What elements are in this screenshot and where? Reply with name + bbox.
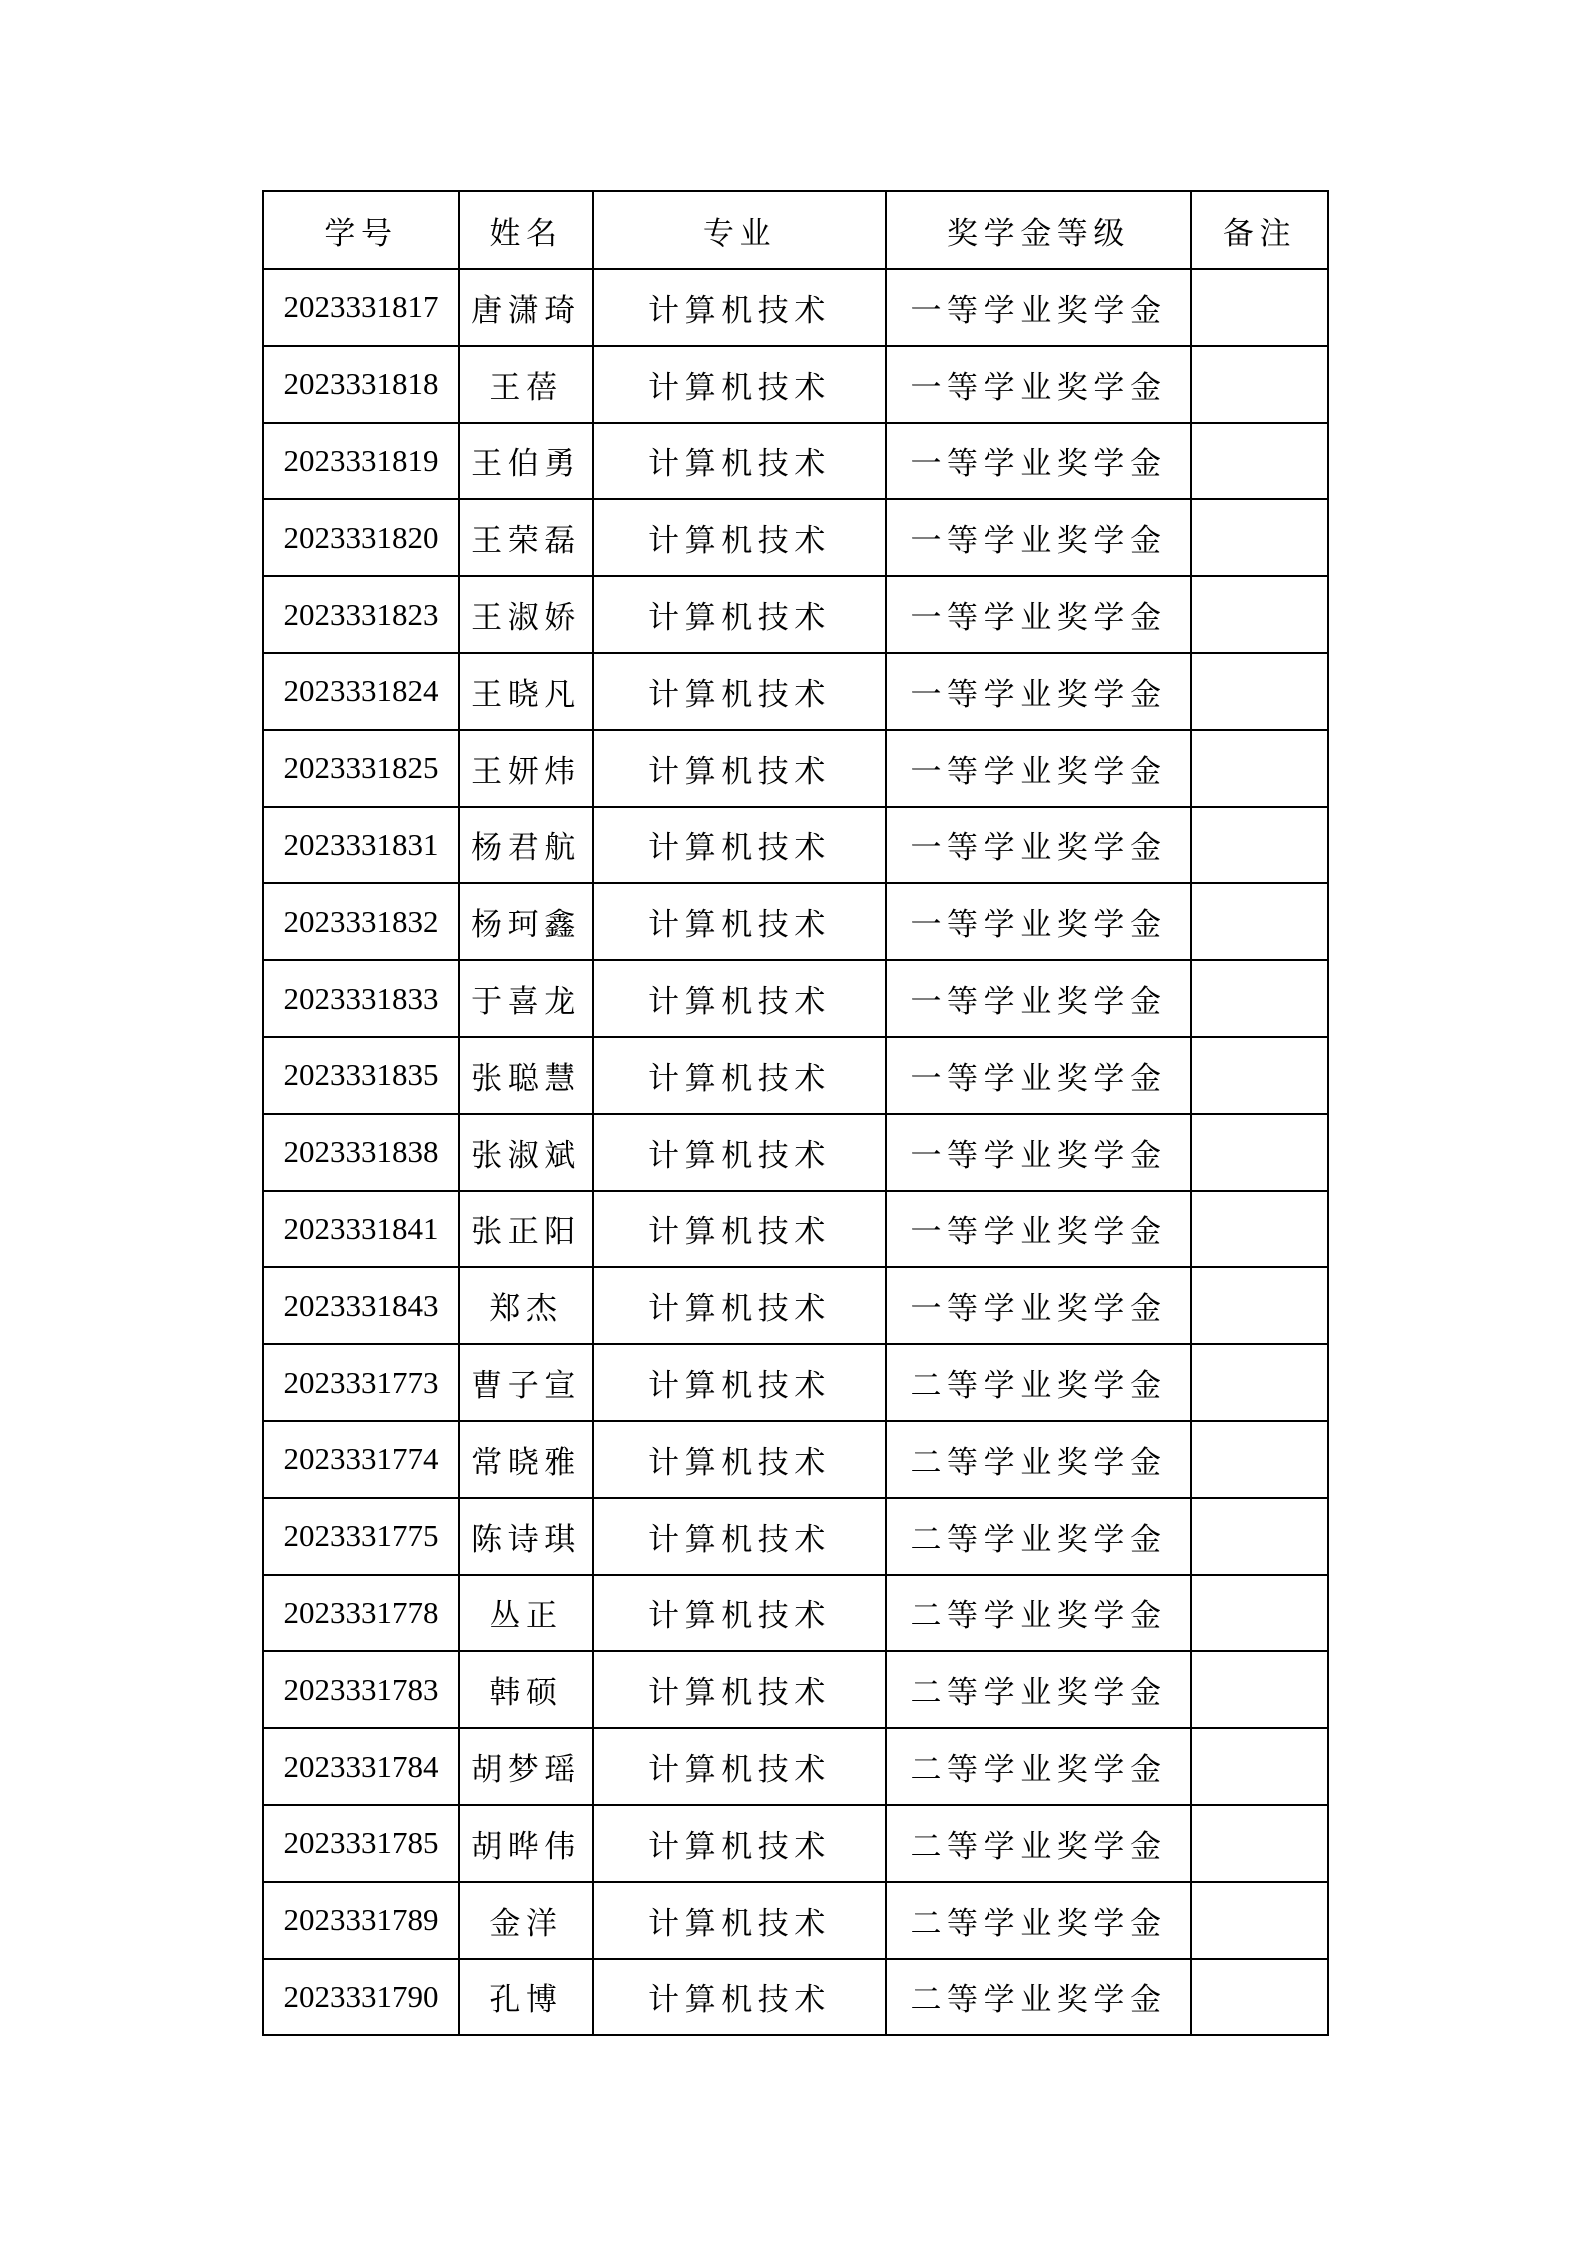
cell-remark — [1191, 1344, 1328, 1421]
table-row — [263, 1498, 1328, 1575]
cell-remark — [1191, 730, 1328, 807]
table-row — [263, 1191, 1328, 1268]
cell-student-id: 2023331784 — [263, 1728, 459, 1805]
cell-award: 一等学业奖学金 — [886, 1191, 1191, 1268]
cell-remark — [1191, 653, 1328, 730]
cell-major: 计算机技术 — [593, 1651, 886, 1728]
cell-major: 计算机技术 — [593, 1037, 886, 1114]
cell-student-id: 2023331775 — [263, 1498, 459, 1575]
cell-student-id: 2023331778 — [263, 1575, 459, 1652]
cell-major: 计算机技术 — [593, 346, 886, 423]
cell-major: 计算机技术 — [593, 1344, 886, 1421]
cell-student-id: 2023331832 — [263, 883, 459, 960]
cell-name: 胡晔伟 — [459, 1805, 593, 1882]
cell-remark — [1191, 346, 1328, 423]
cell-student-id: 2023331790 — [263, 1959, 459, 2036]
cell-award: 一等学业奖学金 — [886, 653, 1191, 730]
cell-name: 王淑娇 — [459, 576, 593, 653]
cell-name: 丛正 — [459, 1575, 593, 1652]
cell-major: 计算机技术 — [593, 1575, 886, 1652]
cell-remark — [1191, 1651, 1328, 1728]
cell-major: 计算机技术 — [593, 499, 886, 576]
cell-remark — [1191, 1037, 1328, 1114]
cell-major: 计算机技术 — [593, 807, 886, 884]
cell-name: 陈诗琪 — [459, 1498, 593, 1575]
cell-major: 计算机技术 — [593, 1805, 886, 1882]
cell-major: 计算机技术 — [593, 883, 886, 960]
cell-award: 二等学业奖学金 — [886, 1651, 1191, 1728]
cell-name: 杨珂鑫 — [459, 883, 593, 960]
cell-student-id: 2023331833 — [263, 960, 459, 1037]
table-row — [263, 883, 1328, 960]
cell-name: 孔博 — [459, 1959, 593, 2036]
cell-remark — [1191, 1575, 1328, 1652]
table-row — [263, 1421, 1328, 1498]
cell-remark — [1191, 499, 1328, 576]
cell-award: 一等学业奖学金 — [886, 269, 1191, 346]
cell-major: 计算机技术 — [593, 960, 886, 1037]
table-row — [263, 1805, 1328, 1882]
scholarship-table — [262, 190, 1329, 2036]
cell-remark — [1191, 269, 1328, 346]
cell-major: 计算机技术 — [593, 653, 886, 730]
cell-remark — [1191, 423, 1328, 500]
cell-remark — [1191, 1959, 1328, 2036]
cell-award: 一等学业奖学金 — [886, 423, 1191, 500]
cell-student-id: 2023331818 — [263, 346, 459, 423]
column-header-major: 专业 — [593, 191, 886, 269]
cell-name: 金洋 — [459, 1882, 593, 1959]
cell-remark — [1191, 1267, 1328, 1344]
table-row — [263, 960, 1328, 1037]
column-header-name: 姓名 — [459, 191, 593, 269]
cell-name: 韩硕 — [459, 1651, 593, 1728]
cell-name: 于喜龙 — [459, 960, 593, 1037]
cell-remark — [1191, 960, 1328, 1037]
cell-name: 胡梦瑶 — [459, 1728, 593, 1805]
table-row — [263, 1959, 1328, 2036]
table-header-row — [263, 191, 1328, 269]
table-row — [263, 499, 1328, 576]
table-row — [263, 1114, 1328, 1191]
table-row — [263, 807, 1328, 884]
cell-award: 一等学业奖学金 — [886, 730, 1191, 807]
cell-award: 二等学业奖学金 — [886, 1498, 1191, 1575]
cell-remark — [1191, 1114, 1328, 1191]
cell-award: 一等学业奖学金 — [886, 1267, 1191, 1344]
cell-student-id: 2023331824 — [263, 653, 459, 730]
cell-student-id: 2023331774 — [263, 1421, 459, 1498]
cell-award: 二等学业奖学金 — [886, 1728, 1191, 1805]
cell-remark — [1191, 883, 1328, 960]
cell-name: 张聪慧 — [459, 1037, 593, 1114]
cell-major: 计算机技术 — [593, 730, 886, 807]
cell-major: 计算机技术 — [593, 423, 886, 500]
cell-student-id: 2023331838 — [263, 1114, 459, 1191]
cell-award: 一等学业奖学金 — [886, 883, 1191, 960]
cell-remark — [1191, 807, 1328, 884]
cell-major: 计算机技术 — [593, 269, 886, 346]
cell-award: 二等学业奖学金 — [886, 1959, 1191, 2036]
cell-name: 张正阳 — [459, 1191, 593, 1268]
cell-award: 二等学业奖学金 — [886, 1421, 1191, 1498]
cell-award: 一等学业奖学金 — [886, 807, 1191, 884]
cell-student-id: 2023331817 — [263, 269, 459, 346]
cell-name: 常晓雅 — [459, 1421, 593, 1498]
cell-student-id: 2023331789 — [263, 1882, 459, 1959]
cell-remark — [1191, 1498, 1328, 1575]
cell-major: 计算机技术 — [593, 1498, 886, 1575]
cell-student-id: 2023331843 — [263, 1267, 459, 1344]
cell-name: 郑杰 — [459, 1267, 593, 1344]
table-body — [263, 269, 1328, 2035]
cell-award: 一等学业奖学金 — [886, 1114, 1191, 1191]
cell-award: 二等学业奖学金 — [886, 1882, 1191, 1959]
cell-name: 王妍炜 — [459, 730, 593, 807]
cell-award: 二等学业奖学金 — [886, 1805, 1191, 1882]
table-row — [263, 1344, 1328, 1421]
cell-remark — [1191, 1191, 1328, 1268]
cell-name: 王蓓 — [459, 346, 593, 423]
cell-student-id: 2023331825 — [263, 730, 459, 807]
cell-award: 一等学业奖学金 — [886, 1037, 1191, 1114]
cell-remark — [1191, 576, 1328, 653]
cell-award: 二等学业奖学金 — [886, 1344, 1191, 1421]
table-row — [263, 346, 1328, 423]
cell-student-id: 2023331823 — [263, 576, 459, 653]
table-row — [263, 1267, 1328, 1344]
table-row — [263, 423, 1328, 500]
cell-major: 计算机技术 — [593, 1421, 886, 1498]
cell-name: 王伯勇 — [459, 423, 593, 500]
cell-remark — [1191, 1728, 1328, 1805]
cell-student-id: 2023331783 — [263, 1651, 459, 1728]
cell-student-id: 2023331819 — [263, 423, 459, 500]
cell-award: 一等学业奖学金 — [886, 499, 1191, 576]
cell-remark — [1191, 1805, 1328, 1882]
cell-award: 一等学业奖学金 — [886, 346, 1191, 423]
cell-student-id: 2023331835 — [263, 1037, 459, 1114]
cell-major: 计算机技术 — [593, 1728, 886, 1805]
cell-student-id: 2023331773 — [263, 1344, 459, 1421]
table-row — [263, 653, 1328, 730]
column-header-remark: 备注 — [1191, 191, 1328, 269]
cell-major: 计算机技术 — [593, 1959, 886, 2036]
column-header-student-id: 学号 — [263, 191, 459, 269]
cell-student-id: 2023331831 — [263, 807, 459, 884]
cell-name: 王荣磊 — [459, 499, 593, 576]
table-row — [263, 1575, 1328, 1652]
cell-remark — [1191, 1421, 1328, 1498]
cell-name: 王晓凡 — [459, 653, 593, 730]
table-row — [263, 1651, 1328, 1728]
table-row — [263, 730, 1328, 807]
cell-award: 一等学业奖学金 — [886, 960, 1191, 1037]
cell-student-id: 2023331841 — [263, 1191, 459, 1268]
table-row — [263, 576, 1328, 653]
cell-name: 曹子宣 — [459, 1344, 593, 1421]
cell-name: 杨君航 — [459, 807, 593, 884]
cell-major: 计算机技术 — [593, 576, 886, 653]
cell-student-id: 2023331820 — [263, 499, 459, 576]
cell-major: 计算机技术 — [593, 1882, 886, 1959]
cell-award: 二等学业奖学金 — [886, 1575, 1191, 1652]
cell-name: 张淑斌 — [459, 1114, 593, 1191]
cell-remark — [1191, 1882, 1328, 1959]
table-row — [263, 269, 1328, 346]
cell-student-id: 2023331785 — [263, 1805, 459, 1882]
cell-name: 唐潇琦 — [459, 269, 593, 346]
column-header-award: 奖学金等级 — [886, 191, 1191, 269]
cell-major: 计算机技术 — [593, 1267, 886, 1344]
cell-award: 一等学业奖学金 — [886, 576, 1191, 653]
table-row — [263, 1037, 1328, 1114]
table-row — [263, 1882, 1328, 1959]
cell-major: 计算机技术 — [593, 1191, 886, 1268]
table-row — [263, 1728, 1328, 1805]
cell-major: 计算机技术 — [593, 1114, 886, 1191]
